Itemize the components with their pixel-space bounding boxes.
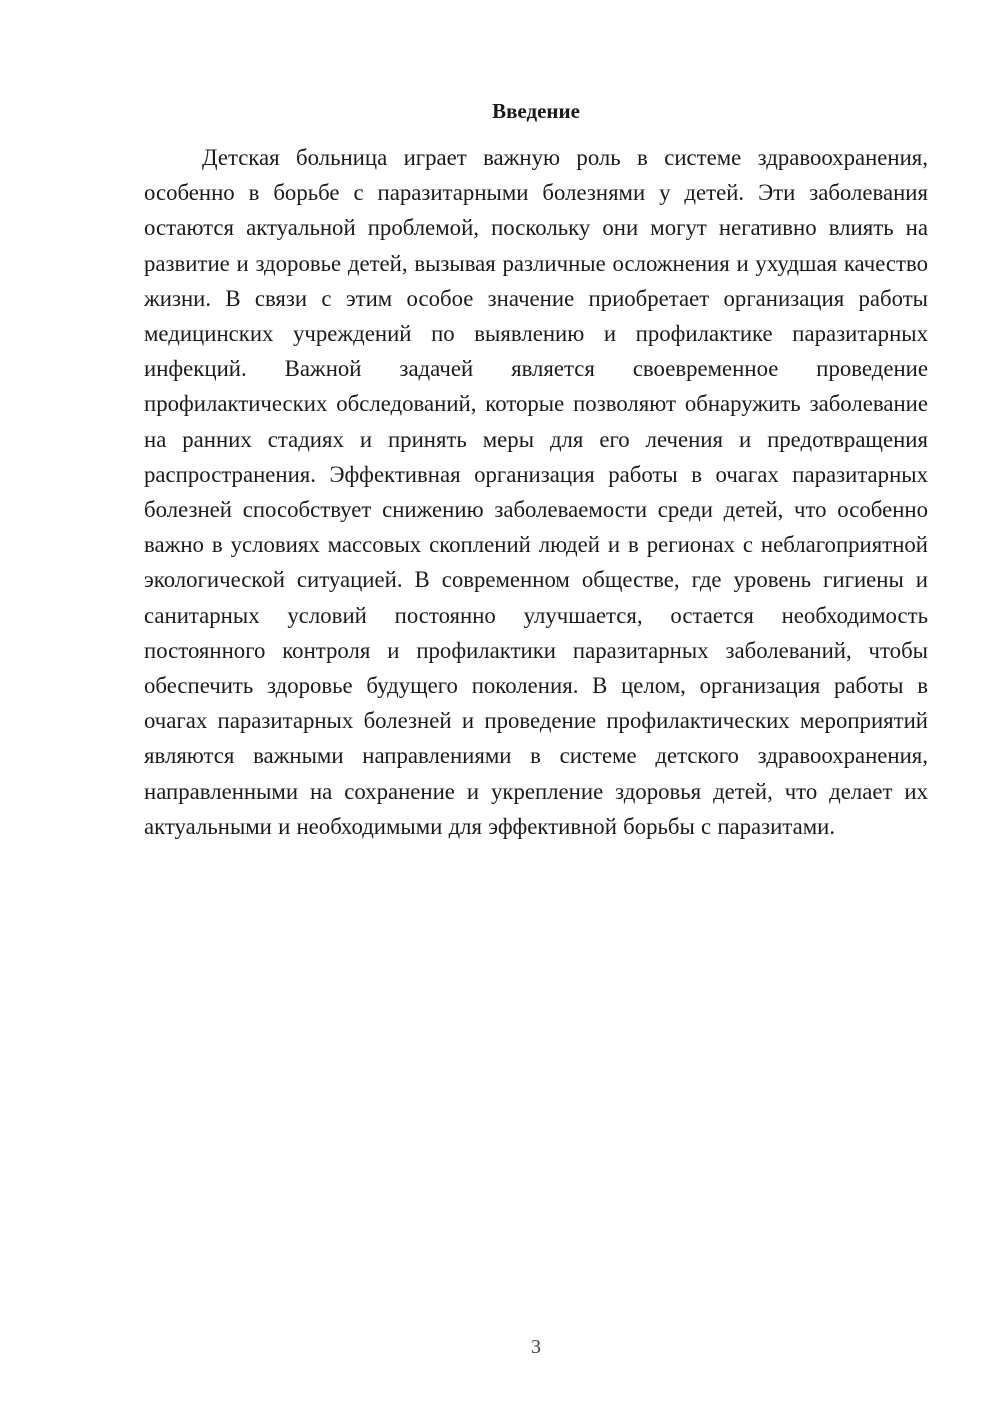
section-heading: Введение <box>492 99 580 123</box>
body-paragraph: Детская больница играет важную роль в системе здравоохранения, особенно в борьбе с паразитарными болезнями у детей. Эти заболевания остаются актуальной проблемой, поскольку они могут негативно влиять на развитие и здоровье детей, вызывая различные осложнения и ухудшая качество жизни. В связи с этим особое значение приобретает организация работы медицинских учреждений по выявлению и профилактике паразитарных инфекций. Важной задачей является своевременное проведение профилактических обследований, которые позволяют обнаружить заболевание на ранних стадиях и принять меры для его лечения и предотвращения распространения. Эффективная организация работы в очагах паразитарных болезней способствует снижению заболеваемости среди детей, что особенно важно в условиях массовых скоплений людей и в регионах с неблагоприятной экологической ситуацией. В современном обществе, где уровень гигиены и санитарных условий постоянно улучшается, остается необходимость постоянного контроля и профилактики паразитарных заболеваний, чтобы обеспечить здоровье будущего поколения. В целом, организация работы в очагах паразитарных болезней и проведение профилактических мероприятий являются важными направлениями в системе детского здравоохранения, направленными на сохранение и укрепление здоровья детей, что делает их актуальными и необходимыми для эффективной борьбы с паразитами. <box>144 145 928 839</box>
page-number: 3 <box>531 1336 541 1358</box>
